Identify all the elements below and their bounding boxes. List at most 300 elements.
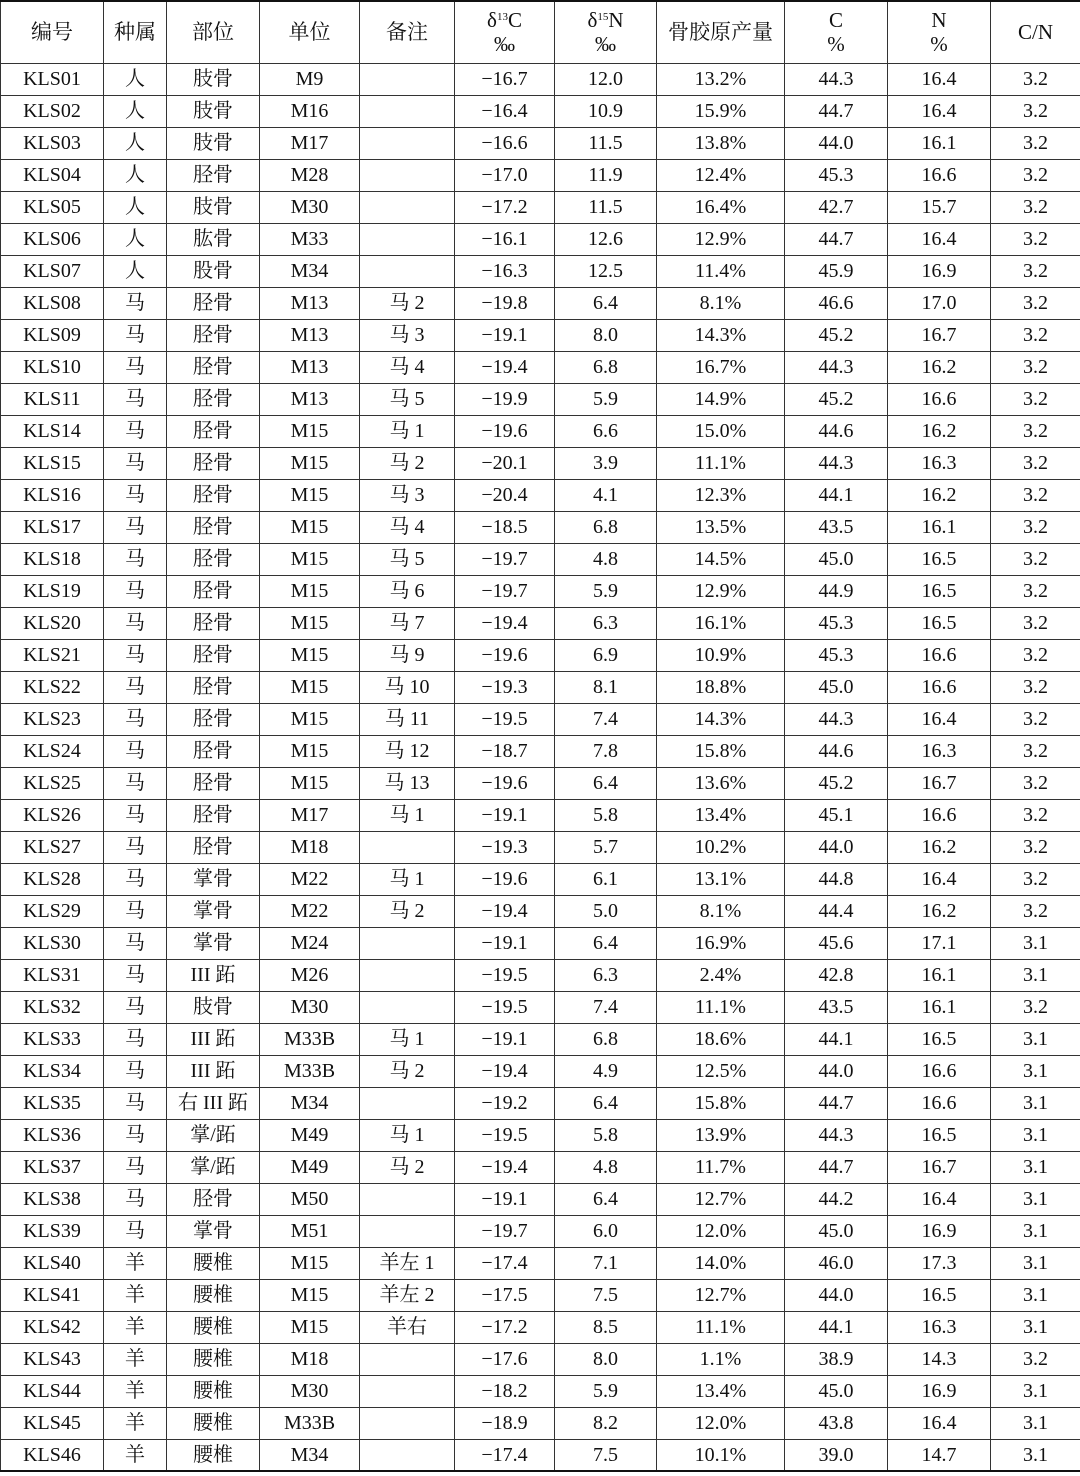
table-row <box>1 351 1080 383</box>
cell-nitrogen: 16.2 <box>888 351 991 383</box>
table-row <box>1 1055 1080 1087</box>
cell-species: 羊 <box>104 1375 167 1407</box>
cell-carbon: 44.8 <box>785 863 888 895</box>
cell-species: 羊 <box>104 1279 167 1311</box>
cell-collagen-yield: 14.9% <box>657 383 785 415</box>
cell-part: 掌/跖 <box>167 1151 260 1183</box>
header-id: 编号 <box>1 1 104 63</box>
cell-cn-ratio: 3.2 <box>991 319 1080 351</box>
cell-d13c: −16.4 <box>455 95 555 127</box>
cell-nitrogen: 16.1 <box>888 127 991 159</box>
cell-note: 马 2 <box>360 447 455 479</box>
cell-id: KLS46 <box>1 1439 104 1471</box>
cell-note: 羊右 <box>360 1311 455 1343</box>
table-row <box>1 159 1080 191</box>
cell-note: 马 12 <box>360 735 455 767</box>
cell-carbon: 44.1 <box>785 1023 888 1055</box>
cell-note <box>360 1215 455 1247</box>
cell-collagen-yield: 13.1% <box>657 863 785 895</box>
cell-d15n: 11.5 <box>555 191 657 223</box>
cell-carbon: 44.7 <box>785 223 888 255</box>
cell-d15n: 6.6 <box>555 415 657 447</box>
cell-d13c: −19.6 <box>455 639 555 671</box>
cell-part: 胫骨 <box>167 799 260 831</box>
cell-nitrogen: 16.6 <box>888 639 991 671</box>
cell-d13c: −18.9 <box>455 1407 555 1439</box>
cell-d13c: −18.7 <box>455 735 555 767</box>
cell-collagen-yield: 1.1% <box>657 1343 785 1375</box>
cell-id: KLS32 <box>1 991 104 1023</box>
cell-d13c: −16.7 <box>455 63 555 95</box>
cell-species: 羊 <box>104 1247 167 1279</box>
cell-note <box>360 255 455 287</box>
cell-note: 马 9 <box>360 639 455 671</box>
cell-nitrogen: 16.4 <box>888 95 991 127</box>
cell-part: 胫骨 <box>167 351 260 383</box>
cell-id: KLS35 <box>1 1087 104 1119</box>
cell-id: KLS06 <box>1 223 104 255</box>
cell-collagen-yield: 12.7% <box>657 1279 785 1311</box>
cell-d13c: −19.7 <box>455 1215 555 1247</box>
cell-unit: M15 <box>260 607 360 639</box>
cell-d13c: −19.5 <box>455 703 555 735</box>
cell-d13c: −17.6 <box>455 1343 555 1375</box>
header-d15n-unit: ‰ <box>595 32 616 57</box>
cell-d15n: 4.8 <box>555 1151 657 1183</box>
cell-part: 右 III 跖 <box>167 1087 260 1119</box>
table-row <box>1 255 1080 287</box>
cell-id: KLS09 <box>1 319 104 351</box>
cell-note: 马 13 <box>360 767 455 799</box>
cell-note: 马 1 <box>360 863 455 895</box>
cell-unit: M15 <box>260 735 360 767</box>
cell-carbon: 39.0 <box>785 1439 888 1471</box>
table-header <box>1 1 1080 63</box>
cell-id: KLS34 <box>1 1055 104 1087</box>
cell-species: 马 <box>104 319 167 351</box>
cell-part: 腰椎 <box>167 1343 260 1375</box>
cell-unit: M33B <box>260 1407 360 1439</box>
cell-part: 胫骨 <box>167 671 260 703</box>
cell-note <box>360 959 455 991</box>
cell-carbon: 45.0 <box>785 1215 888 1247</box>
cell-cn-ratio: 3.2 <box>991 415 1080 447</box>
cell-id: KLS05 <box>1 191 104 223</box>
cell-d15n: 6.3 <box>555 607 657 639</box>
cell-d15n: 7.4 <box>555 991 657 1023</box>
cell-collagen-yield: 18.6% <box>657 1023 785 1055</box>
cell-part: 肢骨 <box>167 991 260 1023</box>
cell-part: III 跖 <box>167 1023 260 1055</box>
cell-id: KLS14 <box>1 415 104 447</box>
cell-carbon: 44.7 <box>785 1087 888 1119</box>
cell-collagen-yield: 11.1% <box>657 1311 785 1343</box>
cell-collagen-yield: 10.1% <box>657 1439 785 1471</box>
cell-cn-ratio: 3.2 <box>991 639 1080 671</box>
cell-part: 胫骨 <box>167 1183 260 1215</box>
cell-id: KLS22 <box>1 671 104 703</box>
cell-nitrogen: 16.6 <box>888 1055 991 1087</box>
cell-nitrogen: 16.6 <box>888 1087 991 1119</box>
cell-carbon: 44.0 <box>785 1055 888 1087</box>
cell-part: III 跖 <box>167 959 260 991</box>
cell-d15n: 8.5 <box>555 1311 657 1343</box>
cell-cn-ratio: 3.2 <box>991 1343 1080 1375</box>
cell-note <box>360 1407 455 1439</box>
cell-collagen-yield: 14.3% <box>657 703 785 735</box>
cell-unit: M13 <box>260 319 360 351</box>
cell-unit: M15 <box>260 479 360 511</box>
cell-d13c: −19.6 <box>455 863 555 895</box>
cell-carbon: 42.7 <box>785 191 888 223</box>
cell-species: 马 <box>104 1151 167 1183</box>
table-row <box>1 735 1080 767</box>
cell-nitrogen: 15.7 <box>888 191 991 223</box>
cell-nitrogen: 16.3 <box>888 735 991 767</box>
cell-unit: M15 <box>260 1311 360 1343</box>
table-row <box>1 1343 1080 1375</box>
cell-collagen-yield: 15.9% <box>657 95 785 127</box>
cell-d15n: 4.1 <box>555 479 657 511</box>
cell-d13c: −19.6 <box>455 415 555 447</box>
cell-id: KLS29 <box>1 895 104 927</box>
cell-unit: M22 <box>260 895 360 927</box>
cell-carbon: 44.0 <box>785 127 888 159</box>
cell-note: 马 10 <box>360 671 455 703</box>
cell-id: KLS04 <box>1 159 104 191</box>
cell-unit: M33B <box>260 1055 360 1087</box>
cell-part: 胫骨 <box>167 287 260 319</box>
table-row <box>1 703 1080 735</box>
cell-d15n: 6.9 <box>555 639 657 671</box>
cell-part: 胫骨 <box>167 511 260 543</box>
cell-carbon: 46.6 <box>785 287 888 319</box>
cell-d13c: −20.4 <box>455 479 555 511</box>
cell-part: 胫骨 <box>167 543 260 575</box>
cell-note: 马 2 <box>360 287 455 319</box>
cell-d15n: 6.8 <box>555 1023 657 1055</box>
table-row <box>1 191 1080 223</box>
cell-species: 羊 <box>104 1439 167 1471</box>
cell-d13c: −16.3 <box>455 255 555 287</box>
cell-collagen-yield: 13.4% <box>657 799 785 831</box>
cell-collagen-yield: 11.1% <box>657 447 785 479</box>
cell-d15n: 7.8 <box>555 735 657 767</box>
table-row <box>1 319 1080 351</box>
cell-cn-ratio: 3.2 <box>991 447 1080 479</box>
cell-cn-ratio: 3.2 <box>991 991 1080 1023</box>
cell-collagen-yield: 13.2% <box>657 63 785 95</box>
cell-cn-ratio: 3.2 <box>991 671 1080 703</box>
cell-carbon: 44.6 <box>785 735 888 767</box>
table-row <box>1 863 1080 895</box>
cell-unit: M13 <box>260 383 360 415</box>
cell-nitrogen: 16.5 <box>888 607 991 639</box>
cell-part: 胫骨 <box>167 319 260 351</box>
cell-carbon: 44.0 <box>785 1279 888 1311</box>
cell-cn-ratio: 3.1 <box>991 1055 1080 1087</box>
cell-cn-ratio: 3.1 <box>991 1439 1080 1471</box>
table-row <box>1 799 1080 831</box>
table-row <box>1 287 1080 319</box>
cell-part: 胫骨 <box>167 383 260 415</box>
cell-cn-ratio: 3.2 <box>991 159 1080 191</box>
cell-part: 胫骨 <box>167 159 260 191</box>
cell-carbon: 43.8 <box>785 1407 888 1439</box>
cell-carbon: 45.3 <box>785 607 888 639</box>
cell-d13c: −18.5 <box>455 511 555 543</box>
cell-collagen-yield: 13.6% <box>657 767 785 799</box>
cell-unit: M51 <box>260 1215 360 1247</box>
cell-cn-ratio: 3.1 <box>991 1183 1080 1215</box>
table-row <box>1 511 1080 543</box>
cell-note: 马 2 <box>360 1055 455 1087</box>
cell-part: 掌骨 <box>167 1215 260 1247</box>
cell-species: 马 <box>104 479 167 511</box>
cell-cn-ratio: 3.2 <box>991 223 1080 255</box>
cell-cn-ratio: 3.2 <box>991 511 1080 543</box>
cell-d13c: −19.1 <box>455 319 555 351</box>
cell-species: 羊 <box>104 1343 167 1375</box>
cell-note: 马 3 <box>360 319 455 351</box>
table-row <box>1 991 1080 1023</box>
cell-note: 马 11 <box>360 703 455 735</box>
cell-carbon: 44.9 <box>785 575 888 607</box>
cell-note <box>360 927 455 959</box>
table-row <box>1 479 1080 511</box>
table-row <box>1 383 1080 415</box>
cell-d15n: 6.1 <box>555 863 657 895</box>
cell-d13c: −19.1 <box>455 1023 555 1055</box>
cell-d15n: 8.1 <box>555 671 657 703</box>
cell-d13c: −19.5 <box>455 959 555 991</box>
cell-note <box>360 191 455 223</box>
cell-carbon: 45.3 <box>785 639 888 671</box>
cell-unit: M13 <box>260 287 360 319</box>
cell-species: 马 <box>104 511 167 543</box>
cell-d13c: −17.0 <box>455 159 555 191</box>
cell-id: KLS45 <box>1 1407 104 1439</box>
cell-carbon: 45.0 <box>785 1375 888 1407</box>
cell-d15n: 12.6 <box>555 223 657 255</box>
cell-unit: M50 <box>260 1183 360 1215</box>
cell-d13c: −17.4 <box>455 1439 555 1471</box>
cell-d13c: −16.6 <box>455 127 555 159</box>
cell-d13c: −19.2 <box>455 1087 555 1119</box>
cell-species: 人 <box>104 255 167 287</box>
cell-species: 马 <box>104 895 167 927</box>
table-row <box>1 1151 1080 1183</box>
header-d13c-unit: ‰ <box>494 32 515 57</box>
cell-id: KLS36 <box>1 1119 104 1151</box>
cell-unit: M34 <box>260 1439 360 1471</box>
cell-d13c: −19.3 <box>455 671 555 703</box>
cell-part: 掌骨 <box>167 927 260 959</box>
cell-part: 胫骨 <box>167 639 260 671</box>
cell-collagen-yield: 12.9% <box>657 575 785 607</box>
table-row <box>1 959 1080 991</box>
cell-nitrogen: 16.1 <box>888 959 991 991</box>
cell-id: KLS28 <box>1 863 104 895</box>
cell-d15n: 4.8 <box>555 543 657 575</box>
cell-part: 胫骨 <box>167 575 260 607</box>
cell-part: 腰椎 <box>167 1279 260 1311</box>
cell-collagen-yield: 12.0% <box>657 1407 785 1439</box>
cell-carbon: 45.0 <box>785 543 888 575</box>
cell-part: 胫骨 <box>167 767 260 799</box>
cell-part: 腰椎 <box>167 1375 260 1407</box>
cell-d15n: 5.9 <box>555 383 657 415</box>
cell-carbon: 44.2 <box>785 1183 888 1215</box>
cell-cn-ratio: 3.2 <box>991 63 1080 95</box>
cell-species: 马 <box>104 447 167 479</box>
cell-id: KLS26 <box>1 799 104 831</box>
cell-cn-ratio: 3.2 <box>991 767 1080 799</box>
cell-cn-ratio: 3.2 <box>991 895 1080 927</box>
cell-id: KLS07 <box>1 255 104 287</box>
cell-unit: M30 <box>260 191 360 223</box>
cell-id: KLS10 <box>1 351 104 383</box>
cell-unit: M34 <box>260 1087 360 1119</box>
table-row <box>1 1183 1080 1215</box>
cell-id: KLS15 <box>1 447 104 479</box>
cell-note: 马 3 <box>360 479 455 511</box>
cell-d15n: 6.4 <box>555 1183 657 1215</box>
cell-d15n: 8.2 <box>555 1407 657 1439</box>
cell-carbon: 45.6 <box>785 927 888 959</box>
cell-nitrogen: 14.7 <box>888 1439 991 1471</box>
cell-unit: M15 <box>260 767 360 799</box>
cell-species: 马 <box>104 799 167 831</box>
cell-nitrogen: 16.6 <box>888 799 991 831</box>
cell-d13c: −19.8 <box>455 287 555 319</box>
cell-d13c: −19.3 <box>455 831 555 863</box>
cell-nitrogen: 16.7 <box>888 767 991 799</box>
cell-collagen-yield: 8.1% <box>657 287 785 319</box>
header-d15n-label: $\delta^{15}N$ <box>587 8 624 33</box>
cell-carbon: 44.3 <box>785 447 888 479</box>
cell-cn-ratio: 3.1 <box>991 1279 1080 1311</box>
cell-collagen-yield: 18.8% <box>657 671 785 703</box>
cell-nitrogen: 16.7 <box>888 1151 991 1183</box>
cell-d13c: −17.2 <box>455 191 555 223</box>
cell-unit: M28 <box>260 159 360 191</box>
table-row <box>1 895 1080 927</box>
cell-species: 羊 <box>104 1407 167 1439</box>
table-row <box>1 223 1080 255</box>
cell-nitrogen: 16.6 <box>888 671 991 703</box>
cell-carbon: 44.3 <box>785 703 888 735</box>
header-d13c-label: $\delta^{13}C$ <box>487 8 522 33</box>
cell-nitrogen: 16.5 <box>888 1023 991 1055</box>
cell-nitrogen: 16.4 <box>888 1407 991 1439</box>
cell-id: KLS02 <box>1 95 104 127</box>
table-row <box>1 127 1080 159</box>
cell-d15n: 6.3 <box>555 959 657 991</box>
cell-collagen-yield: 13.8% <box>657 127 785 159</box>
cell-note <box>360 63 455 95</box>
cell-d15n: 5.7 <box>555 831 657 863</box>
cell-id: KLS24 <box>1 735 104 767</box>
table-row <box>1 1375 1080 1407</box>
cell-note: 马 5 <box>360 543 455 575</box>
cell-nitrogen: 16.5 <box>888 543 991 575</box>
cell-d13c: −18.2 <box>455 1375 555 1407</box>
cell-unit: M15 <box>260 447 360 479</box>
cell-cn-ratio: 3.1 <box>991 1215 1080 1247</box>
cell-collagen-yield: 15.0% <box>657 415 785 447</box>
cell-part: 掌骨 <box>167 895 260 927</box>
cell-id: KLS23 <box>1 703 104 735</box>
cell-collagen-yield: 12.9% <box>657 223 785 255</box>
cell-nitrogen: 16.4 <box>888 223 991 255</box>
cell-part: 胫骨 <box>167 479 260 511</box>
cell-d13c: −19.1 <box>455 927 555 959</box>
cell-nitrogen: 16.7 <box>888 319 991 351</box>
cell-carbon: 45.3 <box>785 159 888 191</box>
cell-note: 马 4 <box>360 351 455 383</box>
cell-part: 胫骨 <box>167 703 260 735</box>
table-row <box>1 63 1080 95</box>
cell-note: 马 4 <box>360 511 455 543</box>
cell-cn-ratio: 3.2 <box>991 735 1080 767</box>
cell-cn-ratio: 3.1 <box>991 1023 1080 1055</box>
cell-unit: M13 <box>260 351 360 383</box>
cell-part: 胫骨 <box>167 831 260 863</box>
cell-nitrogen: 16.3 <box>888 447 991 479</box>
cell-cn-ratio: 3.2 <box>991 575 1080 607</box>
cell-nitrogen: 16.5 <box>888 1119 991 1151</box>
table-row <box>1 575 1080 607</box>
cell-id: KLS30 <box>1 927 104 959</box>
table-row <box>1 1439 1080 1471</box>
cell-collagen-yield: 10.2% <box>657 831 785 863</box>
cell-carbon: 44.1 <box>785 1311 888 1343</box>
header-nitrogen-label: N <box>931 8 947 33</box>
cell-cn-ratio: 3.2 <box>991 287 1080 319</box>
cell-carbon: 44.3 <box>785 351 888 383</box>
cell-unit: M33B <box>260 1023 360 1055</box>
cell-unit: M17 <box>260 799 360 831</box>
table-row <box>1 543 1080 575</box>
cell-id: KLS38 <box>1 1183 104 1215</box>
cell-unit: M17 <box>260 127 360 159</box>
table-row <box>1 1119 1080 1151</box>
cell-carbon: 44.3 <box>785 1119 888 1151</box>
cell-d13c: −19.9 <box>455 383 555 415</box>
cell-part: 腰椎 <box>167 1439 260 1471</box>
cell-id: KLS31 <box>1 959 104 991</box>
cell-collagen-yield: 15.8% <box>657 735 785 767</box>
cell-part: 胫骨 <box>167 607 260 639</box>
cell-unit: M15 <box>260 639 360 671</box>
cell-nitrogen: 16.1 <box>888 991 991 1023</box>
cell-part: 肢骨 <box>167 95 260 127</box>
cell-d15n: 7.5 <box>555 1279 657 1311</box>
cell-nitrogen: 17.0 <box>888 287 991 319</box>
cell-collagen-yield: 16.4% <box>657 191 785 223</box>
cell-species: 马 <box>104 831 167 863</box>
cell-unit: M15 <box>260 671 360 703</box>
cell-d13c: −19.1 <box>455 1183 555 1215</box>
cell-carbon: 43.5 <box>785 511 888 543</box>
cell-collagen-yield: 15.8% <box>657 1087 785 1119</box>
cell-collagen-yield: 11.7% <box>657 1151 785 1183</box>
cell-species: 马 <box>104 959 167 991</box>
cell-id: KLS11 <box>1 383 104 415</box>
cell-unit: M15 <box>260 703 360 735</box>
cell-nitrogen: 16.4 <box>888 703 991 735</box>
